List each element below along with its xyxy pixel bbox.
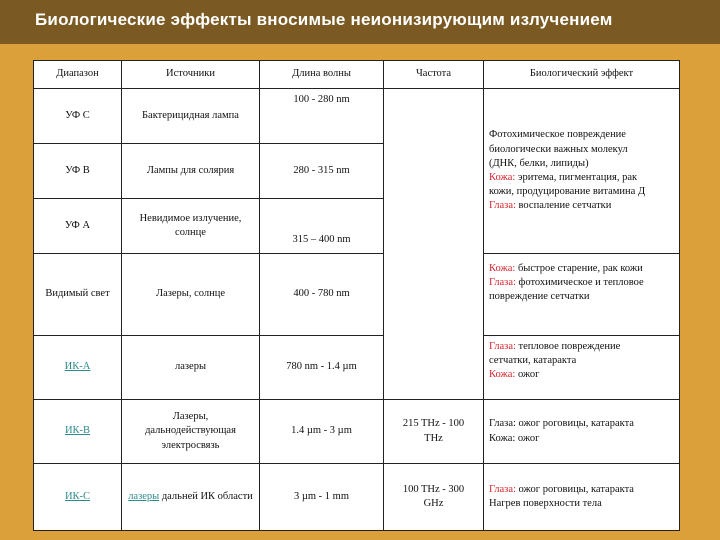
wavelength-irb: 1.4 µm - 3 µm: [260, 400, 384, 464]
frequency-irb-line1: 215 THz - 100: [402, 418, 465, 430]
effect-irb-line2: Кожа: ожог: [489, 432, 540, 444]
eyes-label: Глаза:: [489, 277, 516, 289]
table-row: [34, 336, 680, 400]
irb-link[interactable]: ИК-В: [64, 425, 91, 437]
effect-irc: [484, 464, 680, 531]
sources-uvc: Бактерицидная лампа: [122, 89, 260, 144]
range-uvb: УФ В: [34, 144, 122, 199]
header-sources: Источники: [122, 61, 260, 89]
irc-link[interactable]: ИК-С: [64, 490, 91, 502]
effect-irb-line1: Глаза: ожог роговицы, катаракта: [489, 418, 634, 430]
header-effect: Биологический эффект: [484, 61, 680, 89]
range-visible: Видимый свет: [34, 254, 122, 336]
eyes-text: фотохимическое и тепловое: [515, 277, 644, 289]
effect-ira-skin: [489, 368, 676, 382]
title-bar: [0, 0, 720, 44]
effect-vis-eyes-cont: повреждение сетчатки: [489, 291, 590, 303]
effects-table: [33, 60, 680, 531]
sources-uva-line2: солнце: [175, 227, 206, 238]
table-row: [34, 400, 680, 464]
effect-uv-line2: биологически важных молекул: [489, 143, 628, 155]
effect-ira-eyes-cont: сетчатки, катаракта: [489, 355, 577, 367]
frequency-irc-line2: GHz: [423, 498, 444, 509]
effect-irc-eyes: [489, 483, 676, 497]
sources-irb: [122, 400, 260, 464]
effect-uv-line3: (ДНК, белки, липиды): [489, 157, 589, 169]
range-irc: [34, 464, 122, 531]
effect-ira-eyes: [489, 340, 676, 354]
range-uvc: УФ С: [34, 89, 122, 144]
effect-irc-line2: Нагрев поверхности тела: [489, 498, 602, 509]
sources-irc-rest: дальней ИК области: [159, 490, 253, 502]
table-row: [34, 89, 680, 144]
header-frequency: Частота: [384, 61, 484, 89]
skin-text: быстрое старение, рак кожи: [515, 263, 643, 274]
irc-lasers-link[interactable]: лазеры: [128, 490, 160, 502]
table-header-row: [34, 61, 680, 89]
table-row: [34, 464, 680, 531]
wavelength-uvc: 100 - 280 nm: [260, 89, 384, 144]
eyes-text: воспаление сетчатки: [515, 200, 612, 212]
frequency-uv: [384, 89, 484, 254]
range-ira: [34, 336, 122, 400]
eyes-text: тепловое повреждение: [515, 341, 621, 352]
sources-irb-line1: Лазеры,: [172, 411, 209, 423]
wavelength-visible: 400 - 780 nm: [260, 254, 384, 336]
effect-uv: [484, 89, 680, 254]
frequency-irc: [384, 464, 484, 531]
sources-uvb: Лампы для солярия: [122, 144, 260, 199]
wavelength-uvb: 280 - 315 nm: [260, 144, 384, 199]
effect-vis-skin: [489, 262, 676, 276]
header-wavelength: Длина волны: [260, 61, 384, 89]
header-range: Диапазон: [34, 61, 122, 89]
sources-visible: Лазеры, солнце: [122, 254, 260, 336]
eyes-text: ожог роговицы, катаракта: [515, 483, 634, 495]
wavelength-uva: 315 – 400 nm: [260, 199, 384, 254]
skin-text: ожог: [515, 369, 540, 381]
effect-uv-skin-cont: кожи, продуцирование витамина Д: [489, 186, 646, 198]
effect-uv-skin: [489, 171, 676, 185]
effect-ira: [484, 336, 680, 400]
ira-link[interactable]: ИК-А: [64, 361, 91, 373]
eyes-label: Глаза:: [489, 483, 516, 495]
sources-irc: [122, 464, 260, 531]
sources-irb-line2: дальнодействующая: [145, 425, 236, 437]
range-uva: УФ А: [34, 199, 122, 254]
frequency-ira: [384, 336, 484, 400]
page-title: Биологические эффекты вносимые неионизирующим излучением: [35, 10, 613, 29]
range-irb: [34, 400, 122, 464]
eyes-label: Глаза:: [489, 341, 516, 352]
table-row: [34, 254, 680, 336]
effect-uv-eyes: [489, 199, 676, 213]
effect-vis-eyes: [489, 276, 676, 290]
effects-table-wrapper: [33, 60, 679, 530]
effect-uv-line1: Фотохимическое повреждение: [489, 129, 626, 141]
sources-uva: [122, 199, 260, 254]
eyes-label: Глаза:: [489, 200, 516, 212]
sources-uva-line1: Невидимое излучение,: [139, 212, 242, 224]
wavelength-irc: 3 µm - 1 mm: [260, 464, 384, 531]
sources-ira: лазеры: [122, 336, 260, 400]
sources-irb-line3: электросвязь: [161, 439, 220, 451]
effect-visible: [484, 254, 680, 336]
skin-label: Кожа:: [489, 172, 516, 183]
skin-label: Кожа:: [489, 369, 516, 381]
wavelength-ira: 780 nm - 1.4 µm: [260, 336, 384, 400]
skin-label: Кожа:: [489, 263, 516, 274]
frequency-irb: [384, 400, 484, 464]
effect-irb: [484, 400, 680, 464]
skin-text: эритема, пигментация, рак: [515, 172, 638, 183]
frequency-irc-line1: 100 THz - 300: [402, 483, 465, 495]
frequency-irb-line2: THz: [424, 432, 443, 444]
frequency-visible: [384, 254, 484, 336]
